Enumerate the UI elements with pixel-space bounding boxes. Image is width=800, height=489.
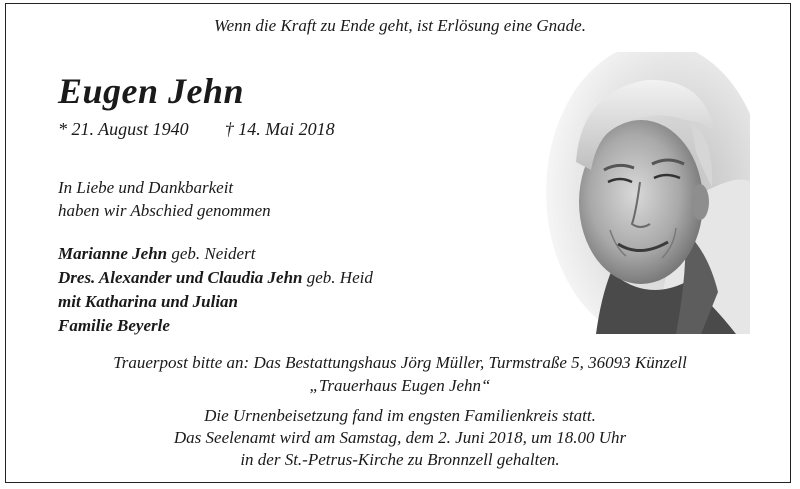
mourners-list (58, 242, 373, 338)
mourner-entry (58, 290, 373, 314)
condolence-address (0, 351, 800, 397)
condolence-line: Trauerpost bitte an: Das Bestattungshaus Jörg Müller, Turmstraße 5, 36093 Künzell (113, 353, 687, 372)
motto-line: Wenn die Kraft zu Ende geht, ist Erlösung eine Gnade. (214, 16, 586, 35)
portrait-photo (536, 52, 750, 334)
mourner-suffix: geb. Neidert (167, 244, 256, 263)
burial-notice (0, 405, 800, 471)
burial-line: Das Seelenamt wird am Samstag, dem 2. Juni 2018, um 18.00 Uhr (173, 428, 627, 447)
mourning-house-line: „Trauerhaus Eugen Jehn“ (309, 376, 491, 395)
mourner-name: mit Katharina und Julian (58, 292, 238, 311)
birth-date: * 21. August 1940 (58, 119, 189, 139)
life-dates (58, 119, 335, 140)
mourner-entry (58, 266, 373, 290)
deceased-name: Eugen Jehn (58, 71, 245, 111)
farewell-text (58, 176, 271, 222)
farewell-line: haben wir Abschied genommen (58, 201, 271, 220)
burial-line: Die Urnenbeisetzung fand im engsten Familienkreis statt. (204, 406, 596, 425)
mourner-name: Marianne Jehn (58, 244, 168, 263)
mourner-name: Dres. Alexander und Claudia Jehn (58, 268, 303, 287)
mourner-entry (58, 242, 373, 266)
mourner-suffix: geb. Heid (302, 268, 373, 287)
mourner-entry (58, 314, 373, 338)
mourner-name: Familie Beyerle (58, 316, 170, 335)
burial-line: in der St.-Petrus-Kirche zu Bronnzell gehalten. (240, 450, 560, 469)
farewell-line: In Liebe und Dankbarkeit (58, 178, 234, 197)
death-date: † 14. Mai 2018 (224, 119, 335, 139)
